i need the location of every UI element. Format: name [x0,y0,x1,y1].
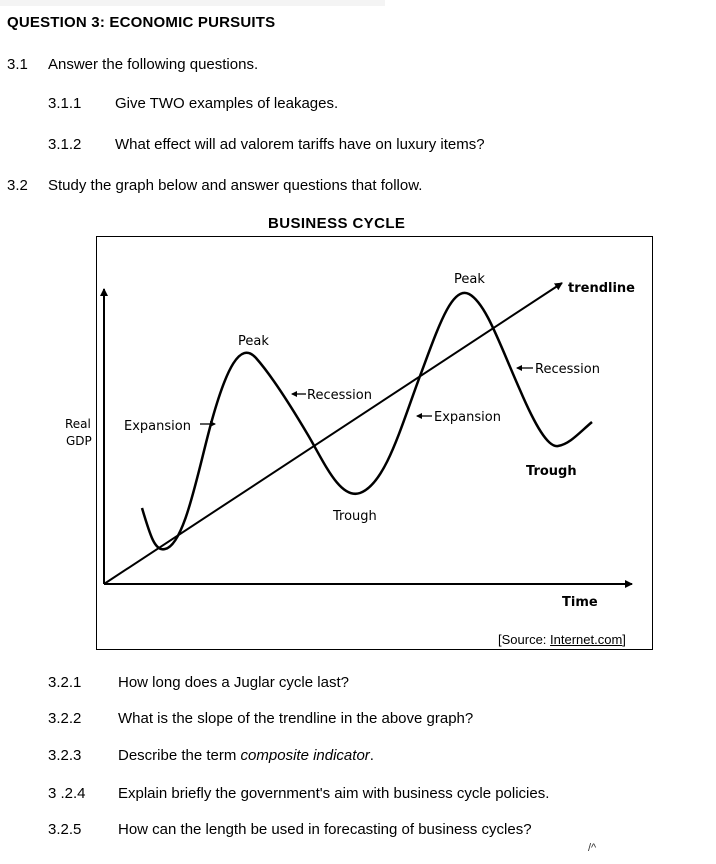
peak-2-label: Peak [454,272,485,287]
x-axis-label-time: Time [562,595,598,610]
section-3-2-number: 3.2 [7,177,28,194]
question-3-1-2-number: 3.1.2 [48,136,82,153]
question-3-1-2-text: What effect will ad valorem tariffs have on luxury items? [115,136,485,153]
source-link[interactable]: Internet.com [550,632,623,647]
question-3-1-1-number: 3.1.1 [48,95,82,112]
question-title: QUESTION 3: ECONOMIC PURSUITS [7,14,276,31]
source-suffix: ] [622,632,626,647]
expansion-2-label: Expansion [434,410,501,425]
question-3-2-5-text: How can the length be used in forecasting of business cycles? [118,821,532,838]
peak-1-label: Peak [238,334,269,349]
question-3-2-1-text: How long does a Juglar cycle last? [118,674,349,691]
question-3-2-5-number: 3.2.5 [48,821,82,838]
section-3-2-text: Study the graph below and answer questions that follow. [48,177,423,194]
recession-2-label: Recession [535,362,600,377]
expansion-1-label: Expansion [124,419,191,434]
y-axis-label-real: Real [65,417,91,431]
recession-1-label: Recession [307,388,372,403]
question-3-2-2-text: What is the slope of the trendline in the above graph? [118,710,474,727]
section-3-1-number: 3.1 [7,56,28,73]
question-3-2-3-text: Describe the term composite indicator. [118,747,374,764]
trough-1-label: Trough [333,509,377,524]
question-3-2-4-text: Explain briefly the government's aim with business cycle policies. [118,785,550,802]
section-3-1-text: Answer the following questions. [48,56,259,73]
trendline-label: trendline [568,281,635,296]
question-3-2-4-number: 3 .2.4 [48,785,86,802]
question-3-1-1-text: Give TWO examples of leakages. [115,95,339,112]
graph-source [498,632,626,647]
question-3-2-3-number: 3.2.3 [48,747,82,764]
trough-2-label: Trough [526,464,577,479]
y-axis-label-gdp: GDP [66,434,92,448]
graph-title: BUSINESS CYCLE [268,215,406,232]
page-mark: /^ [588,842,597,854]
source-prefix: [Source: [498,632,551,647]
question-3-2-1-number: 3.2.1 [48,674,82,691]
question-3-2-2-number: 3.2.2 [48,710,82,727]
